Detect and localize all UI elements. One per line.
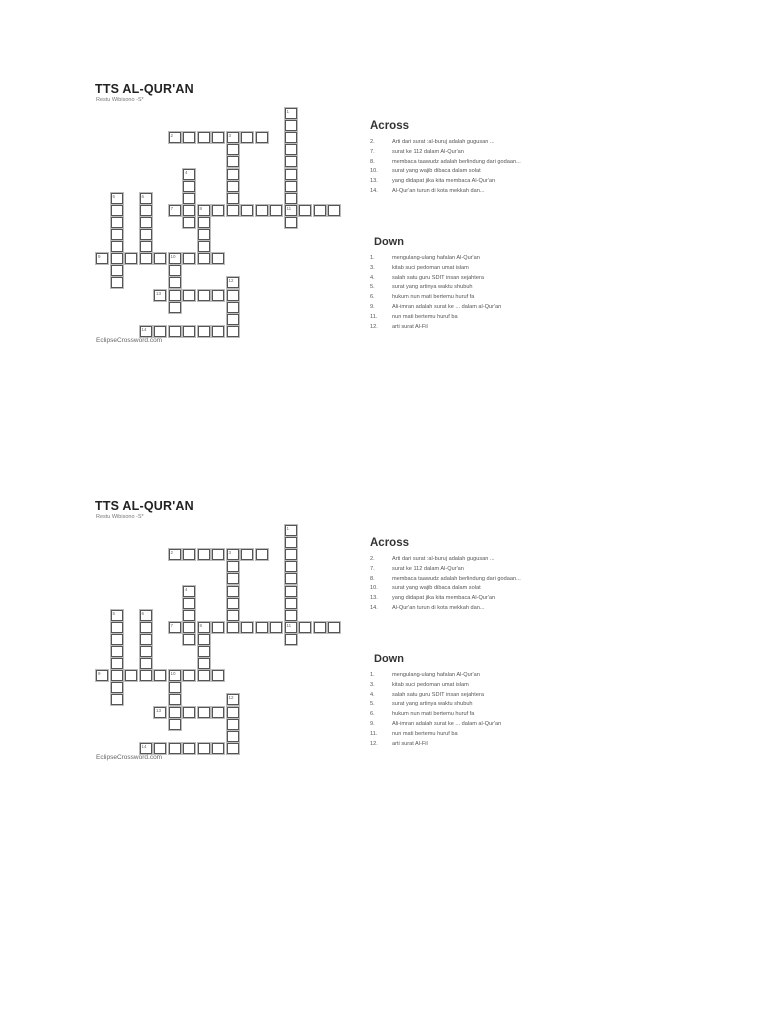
crossword-cell[interactable]	[183, 622, 195, 633]
crossword-cell[interactable]	[169, 132, 181, 143]
puzzle-author: Restu Wibisono -S*	[96, 514, 144, 520]
credit-text: EclipseCrossword.com	[96, 337, 163, 344]
crossword-cell[interactable]	[140, 205, 152, 216]
crossword-cell[interactable]	[111, 670, 123, 681]
clue-across: 10. surat yang wajib dibaca dalam solat	[370, 585, 481, 592]
crossword-cell[interactable]	[198, 549, 210, 560]
crossword-cell[interactable]	[285, 549, 297, 560]
crossword-cell[interactable]	[227, 598, 239, 609]
crossword-cell[interactable]	[125, 670, 137, 681]
crossword-cell[interactable]	[285, 205, 297, 216]
clue-across: 8. membaca taawudz adalah berlindung dari godaan...	[370, 575, 521, 583]
cell-number: 13	[156, 707, 162, 713]
crossword-cell[interactable]	[183, 193, 195, 204]
clue-down: 4. salah satu guru SDIT insan sejahtera	[370, 691, 484, 698]
down-clues	[370, 671, 501, 749]
crossword-cell[interactable]	[212, 622, 224, 633]
crossword-cell[interactable]	[299, 205, 311, 216]
crossword-cell[interactable]	[169, 743, 181, 754]
crossword-cell[interactable]	[198, 634, 210, 645]
crossword-cell[interactable]	[227, 549, 239, 560]
crossword-cell[interactable]	[183, 205, 195, 216]
crossword-cell[interactable]	[285, 120, 297, 131]
crossword-cell[interactable]	[227, 302, 239, 313]
cell-number: 2	[170, 550, 174, 556]
crossword-cell[interactable]	[212, 253, 224, 264]
crossword-cell[interactable]	[241, 205, 253, 216]
crossword-cell[interactable]	[154, 707, 166, 718]
crossword-cell[interactable]	[212, 132, 224, 143]
crossword-cell[interactable]	[183, 253, 195, 264]
crossword-cell[interactable]	[212, 670, 224, 681]
crossword-cell[interactable]	[111, 658, 123, 669]
puzzle-author: Restu Wibisono -S*	[96, 97, 144, 103]
clue-down: 9. Ali-imran adalah surat ke ... dalam al-Qur'an	[370, 303, 502, 310]
crossword-cell[interactable]	[227, 694, 239, 705]
crossword-cell[interactable]	[227, 144, 239, 155]
crossword-cell[interactable]	[183, 670, 195, 681]
crossword-cell[interactable]	[169, 694, 181, 705]
crossword-cell[interactable]	[169, 265, 181, 276]
crossword-cell[interactable]	[256, 205, 268, 216]
clue-down: 5. surat yang artinya waktu shubuh	[370, 284, 473, 291]
cell-number: 11	[286, 205, 292, 211]
cell-number: 7	[170, 205, 174, 211]
crossword-cell[interactable]	[140, 743, 152, 754]
crossword-cell[interactable]	[169, 622, 181, 633]
crossword-cell[interactable]	[169, 719, 181, 730]
cell-number: 10	[170, 671, 176, 677]
crossword-cell[interactable]	[285, 622, 297, 633]
crossword-cell[interactable]	[169, 707, 181, 718]
clue-across: 10. surat yang wajib dibaca dalam solat	[370, 168, 481, 175]
crossword-cell[interactable]	[111, 646, 123, 657]
crossword-cell[interactable]	[256, 549, 268, 560]
puzzle-title: TTS AL-QUR'AN	[95, 499, 194, 513]
crossword-cell[interactable]	[183, 326, 195, 337]
cell-number: 12	[228, 695, 234, 701]
clue-down: 5. surat yang artinya waktu shubuh	[370, 701, 473, 708]
cell-number: 11	[286, 622, 292, 628]
down-heading: Down	[374, 653, 404, 665]
crossword-cell[interactable]	[111, 205, 123, 216]
crossword-cell[interactable]	[111, 193, 123, 204]
crossword-cell[interactable]	[198, 253, 210, 264]
crossword-cell[interactable]	[285, 217, 297, 228]
cell-number: 13	[156, 290, 162, 296]
crossword-cell[interactable]	[140, 217, 152, 228]
crossword-cell[interactable]	[241, 622, 253, 633]
crossword-cell[interactable]	[285, 598, 297, 609]
crossword-cell[interactable]	[140, 622, 152, 633]
crossword-cell[interactable]	[227, 719, 239, 730]
crossword-cell[interactable]	[140, 610, 152, 621]
crossword-cell[interactable]	[227, 181, 239, 192]
crossword-cell[interactable]	[227, 132, 239, 143]
crossword-cell[interactable]	[227, 731, 239, 742]
crossword-cell[interactable]	[183, 586, 195, 597]
crossword-cell[interactable]	[314, 205, 326, 216]
crossword-cell[interactable]	[285, 144, 297, 155]
crossword-cell[interactable]	[154, 326, 166, 337]
clue-across: 14. Al-Qur'an turun di kota mekkah dan...	[370, 604, 485, 611]
cell-number: 5	[112, 193, 116, 199]
crossword-cell[interactable]	[328, 205, 340, 216]
crossword-puzzle-1	[0, 0, 768, 344]
cell-number: 6	[141, 610, 145, 616]
crossword-cell[interactable]	[140, 253, 152, 264]
crossword-cell[interactable]	[183, 743, 195, 754]
crossword-cell[interactable]	[111, 241, 123, 252]
crossword-cell[interactable]	[285, 586, 297, 597]
crossword-cell[interactable]	[140, 193, 152, 204]
crossword-cell[interactable]	[198, 205, 210, 216]
clue-across: 2. Arti dari surat :al-buruj adalah gugusan ...	[370, 139, 495, 145]
crossword-cell[interactable]	[285, 561, 297, 572]
crossword-cell[interactable]	[212, 290, 224, 301]
clue-down: 6. hukum nun mati bertemu huruf fa	[370, 294, 475, 301]
crossword-cell[interactable]	[169, 205, 181, 216]
crossword-cell[interactable]	[285, 193, 297, 204]
cell-number: 14	[141, 326, 147, 332]
clue-across: 14. Al-Qur'an turun di kota mekkah dan...	[370, 187, 485, 194]
crossword-cell[interactable]	[285, 169, 297, 180]
cell-number: 9	[98, 671, 101, 677]
crossword-cell[interactable]	[140, 241, 152, 252]
crossword-cell[interactable]	[227, 314, 239, 325]
cell-number: 4	[185, 586, 188, 592]
crossword-cell[interactable]	[227, 573, 239, 584]
crossword-cell[interactable]	[241, 549, 253, 560]
crossword-puzzle-2	[0, 417, 768, 761]
crossword-cell[interactable]	[183, 707, 195, 718]
cell-number: 9	[98, 254, 101, 260]
crossword-cell[interactable]	[111, 253, 123, 264]
crossword-cell[interactable]	[169, 549, 181, 560]
crossword-cell[interactable]	[154, 670, 166, 681]
crossword-cell[interactable]	[154, 290, 166, 301]
crossword-cell[interactable]	[198, 326, 210, 337]
crossword-cell[interactable]	[212, 326, 224, 337]
crossword-cell[interactable]	[227, 169, 239, 180]
crossword-cell[interactable]	[111, 694, 123, 705]
crossword-cell[interactable]	[227, 193, 239, 204]
crossword-cell[interactable]	[299, 622, 311, 633]
crossword-cell[interactable]	[169, 253, 181, 264]
clue-down: 1. mengulang-ulang hafalan Al-Qur'an	[370, 672, 480, 678]
crossword-cell[interactable]	[198, 290, 210, 301]
crossword-cell[interactable]	[169, 326, 181, 337]
crossword-cell[interactable]	[183, 169, 195, 180]
clue-down: 11. nun mati bertemu huruf ba	[370, 730, 458, 737]
crossword-cell[interactable]	[285, 108, 297, 119]
crossword-cell[interactable]	[140, 670, 152, 681]
crossword-cell[interactable]	[285, 525, 297, 536]
clue-across: 7. surat ke 112 dalam Al-Qur'an	[370, 148, 464, 155]
crossword-cell[interactable]	[212, 205, 224, 216]
crossword-cell[interactable]	[111, 622, 123, 633]
crossword-cell[interactable]	[256, 622, 268, 633]
crossword-cell[interactable]	[140, 646, 152, 657]
clue-down: 12. arti surat Al-Fil	[370, 323, 428, 330]
clue-down: 3. kitab suci pedoman umat islam	[370, 681, 469, 688]
crossword-cell[interactable]	[198, 743, 210, 754]
crossword-cell[interactable]	[212, 707, 224, 718]
crossword-cell[interactable]	[111, 682, 123, 693]
crossword-cell[interactable]	[227, 156, 239, 167]
crossword-cell[interactable]	[198, 241, 210, 252]
cell-number: 3	[228, 133, 232, 139]
crossword-cell[interactable]	[169, 682, 181, 693]
crossword-cell[interactable]	[198, 132, 210, 143]
cell-number: 14	[141, 743, 147, 749]
across-clues	[370, 555, 542, 614]
cell-number: 4	[185, 169, 188, 175]
crossword-cell[interactable]	[183, 290, 195, 301]
clue-down: 6. hukum nun mati bertemu huruf fa	[370, 711, 475, 718]
clue-down: 3. kitab suci pedoman umat islam	[370, 264, 469, 271]
crossword-cell[interactable]	[183, 598, 195, 609]
crossword-cell[interactable]	[140, 326, 152, 337]
crossword-cell[interactable]	[96, 670, 108, 681]
crossword-cell[interactable]	[140, 634, 152, 645]
crossword-cell[interactable]	[227, 586, 239, 597]
crossword-cell[interactable]	[227, 205, 239, 216]
clue-down: 11. nun mati bertemu huruf ba	[370, 313, 458, 320]
down-heading: Down	[374, 236, 404, 248]
crossword-cell[interactable]	[227, 743, 239, 754]
across-heading: Across	[370, 537, 409, 549]
crossword-cell[interactable]	[314, 622, 326, 633]
crossword-cell[interactable]	[285, 634, 297, 645]
clue-across: 2. Arti dari surat :al-buruj adalah gugusan ...	[370, 556, 495, 562]
crossword-cell[interactable]	[111, 229, 123, 240]
crossword-cell[interactable]	[227, 622, 239, 633]
crossword-cell[interactable]	[183, 634, 195, 645]
cell-number: 1	[286, 109, 290, 114]
clue-down: 12. arti surat Al-Fil	[370, 740, 428, 747]
crossword-cell[interactable]	[154, 743, 166, 754]
crossword-cell[interactable]	[183, 132, 195, 143]
crossword-cell[interactable]	[241, 132, 253, 143]
crossword-cell[interactable]	[96, 253, 108, 264]
crossword-cell[interactable]	[285, 610, 297, 621]
crossword-cell[interactable]	[227, 326, 239, 337]
cell-number: 8	[199, 622, 203, 628]
crossword-cell[interactable]	[285, 156, 297, 167]
crossword-cell[interactable]	[169, 277, 181, 288]
crossword-cell[interactable]	[140, 229, 152, 240]
across-heading: Across	[370, 120, 409, 132]
cell-number: 7	[170, 622, 174, 628]
crossword-cell[interactable]	[169, 302, 181, 313]
cell-number: 1	[286, 526, 290, 531]
crossword-cell[interactable]	[183, 217, 195, 228]
crossword-cell[interactable]	[212, 549, 224, 560]
clue-down: 1. mengulang-ulang hafalan Al-Qur'an	[370, 255, 480, 261]
crossword-cell[interactable]	[111, 634, 123, 645]
cell-number: 10	[170, 254, 176, 260]
crossword-cell[interactable]	[285, 573, 297, 584]
crossword-cell[interactable]	[111, 265, 123, 276]
crossword-cell[interactable]	[212, 743, 224, 754]
crossword-cell[interactable]	[227, 610, 239, 621]
crossword-cell[interactable]	[183, 549, 195, 560]
crossword-cell[interactable]	[111, 610, 123, 621]
cell-number: 6	[141, 193, 145, 199]
crossword-cell[interactable]	[125, 253, 137, 264]
cell-number: 12	[228, 278, 234, 284]
crossword-cell[interactable]	[227, 290, 239, 301]
crossword-cell[interactable]	[154, 253, 166, 264]
crossword-cell[interactable]	[140, 658, 152, 669]
across-clues	[370, 138, 542, 197]
crossword-cell[interactable]	[198, 707, 210, 718]
cell-number: 2	[170, 133, 174, 139]
crossword-cell[interactable]	[198, 670, 210, 681]
crossword-cell[interactable]	[198, 658, 210, 669]
crossword-cell[interactable]	[169, 670, 181, 681]
crossword-cell[interactable]	[227, 707, 239, 718]
clue-down: 4. salah satu guru SDIT insan sejahtera	[370, 274, 484, 281]
cell-number: 3	[228, 550, 232, 556]
crossword-cell[interactable]	[270, 622, 282, 633]
crossword-cell[interactable]	[183, 610, 195, 621]
crossword-cell[interactable]	[183, 181, 195, 192]
puzzle-title: TTS AL-QUR'AN	[95, 82, 194, 96]
crossword-cell[interactable]	[198, 622, 210, 633]
crossword-cell[interactable]	[198, 217, 210, 228]
crossword-cell[interactable]	[256, 132, 268, 143]
crossword-cell[interactable]	[198, 646, 210, 657]
cell-number: 8	[199, 205, 203, 211]
clue-across: 13. yang didapat jika kita membaca Al-Qur'an	[370, 595, 496, 602]
crossword-cell[interactable]	[285, 181, 297, 192]
clue-across: 13. yang didapat jika kita membaca Al-Qur'an	[370, 178, 496, 185]
clue-across: 7. surat ke 112 dalam Al-Qur'an	[370, 565, 464, 572]
crossword-cell[interactable]	[111, 217, 123, 228]
credit-text: EclipseCrossword.com	[96, 754, 163, 761]
cell-number: 5	[112, 610, 116, 616]
crossword-cell[interactable]	[285, 537, 297, 548]
crossword-cell[interactable]	[111, 277, 123, 288]
crossword-cell[interactable]	[227, 277, 239, 288]
crossword-cell[interactable]	[285, 132, 297, 143]
crossword-cell[interactable]	[169, 290, 181, 301]
down-clues	[370, 254, 501, 332]
crossword-cell[interactable]	[227, 561, 239, 572]
clue-across: 8. membaca taawudz adalah berlindung dari godaan...	[370, 158, 521, 166]
crossword-cell[interactable]	[270, 205, 282, 216]
clue-down: 9. Ali-imran adalah surat ke ... dalam al-Qur'an	[370, 720, 502, 727]
crossword-cell[interactable]	[328, 622, 340, 633]
crossword-cell[interactable]	[198, 229, 210, 240]
